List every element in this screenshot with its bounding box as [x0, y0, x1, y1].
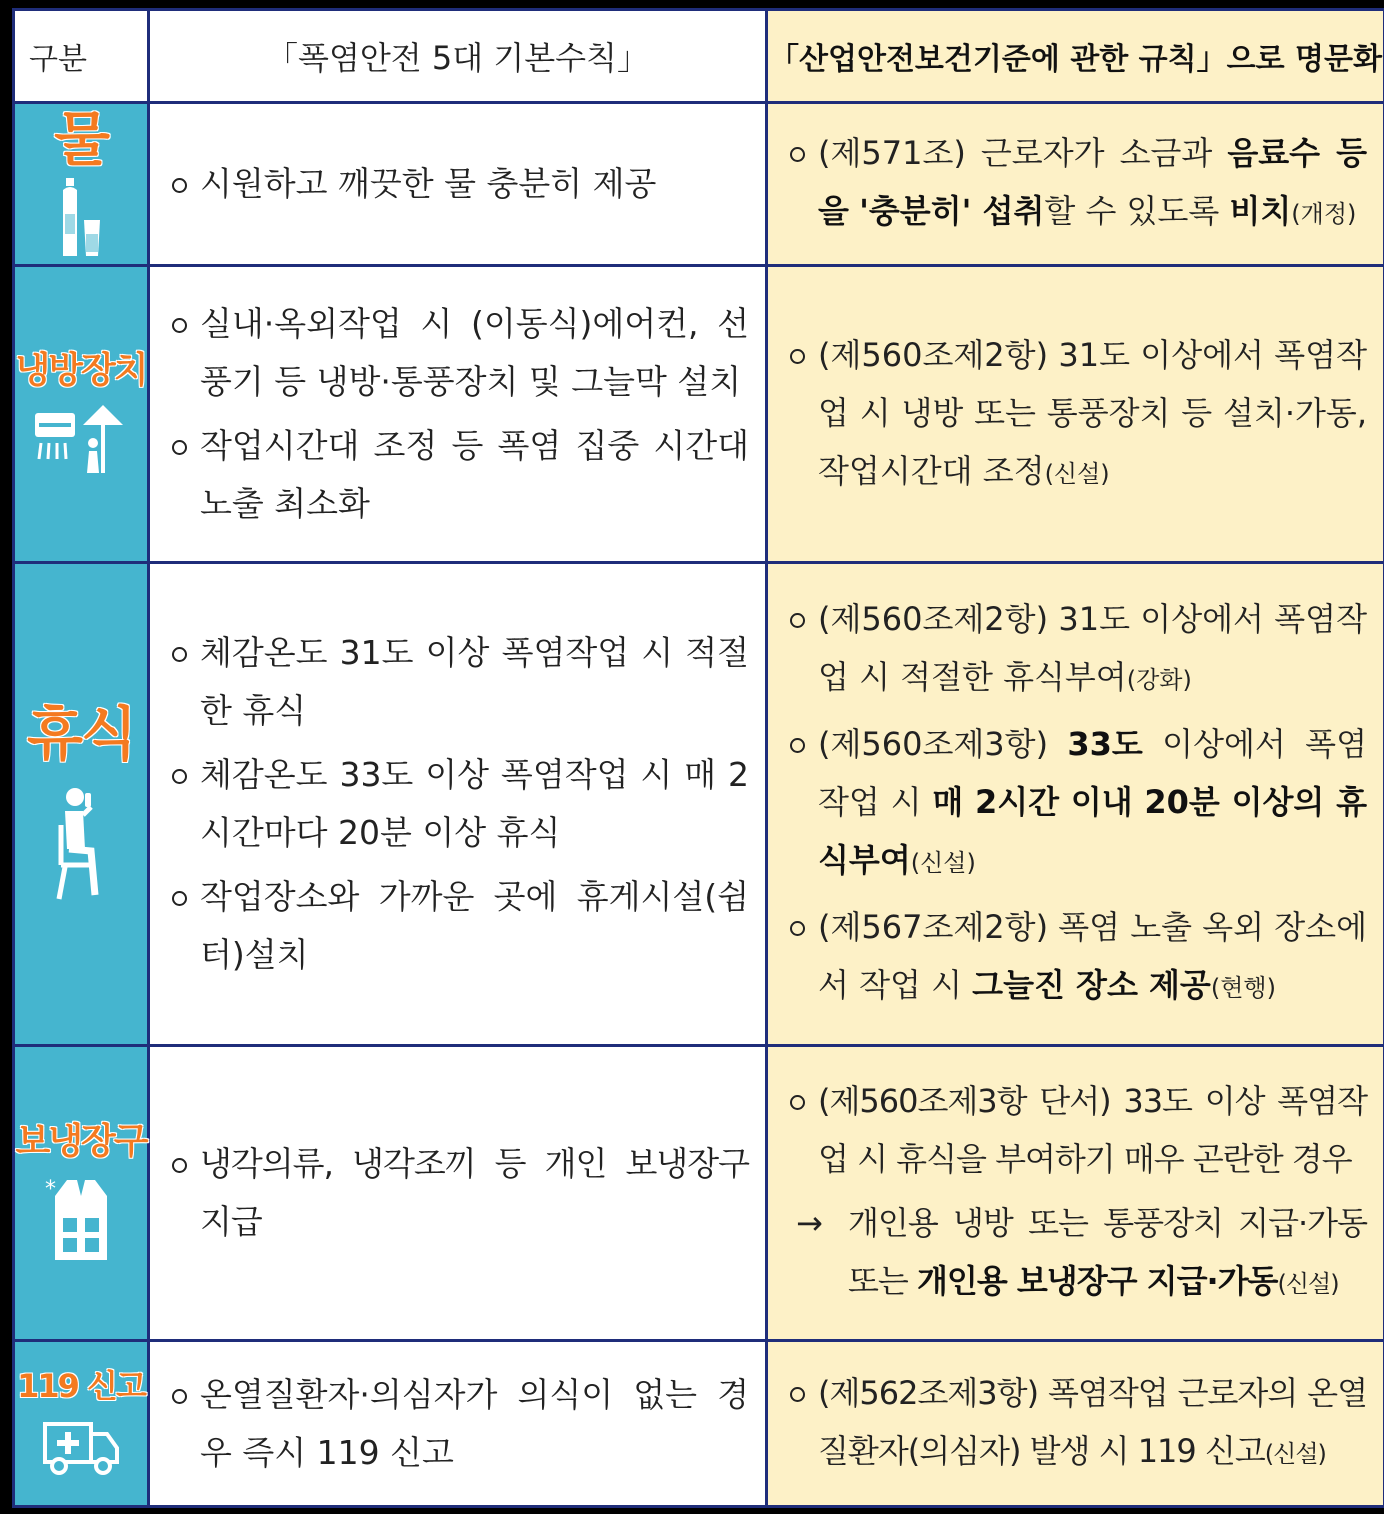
guideline-list [150, 155, 765, 213]
guideline-list [150, 295, 765, 533]
guideline-list [150, 624, 765, 984]
table-row-water [14, 103, 1384, 266]
table-row-119 [14, 1341, 1384, 1507]
list-item: 온열질환자·의심자가 의식이 없는 경우 즉시 119 신고 [172, 1366, 749, 1482]
header-guideline: 「폭염안전 5대 기본수칙」 [149, 10, 767, 103]
category-label: 물 [53, 105, 109, 173]
category-label: 119 신고 [17, 1366, 145, 1405]
regulation-list [768, 124, 1383, 243]
air-conditioner-shade-icon [33, 401, 129, 477]
list-item: (제571조) 근로자가 소금과 음료수 등을 '충분히' 섭취할 수 있도록 비치(개정) [790, 124, 1367, 243]
category-cell [14, 103, 149, 266]
table-row-rest [14, 563, 1384, 1045]
list-item: (제560조제2항) 31도 이상에서 폭염작업 시 냉방 또는 통풍장치 등 설치·가동, 작업시간대 조정(신설) [790, 326, 1367, 503]
category-label: 보냉장구 [15, 1121, 147, 1163]
table-header-row [14, 10, 1384, 103]
regulation-list [768, 1364, 1383, 1483]
water-bottle-cup-icon [58, 176, 104, 260]
ambulance-icon [39, 1414, 123, 1478]
category-cell [14, 1045, 149, 1340]
table-row-cooling [14, 265, 1384, 562]
list-item: 작업장소와 가까운 곳에 휴게시설(쉼터)설치 [172, 868, 749, 984]
guideline-cell [149, 103, 767, 266]
list-item: 시원하고 깨끗한 물 충분히 제공 [172, 155, 749, 213]
category-cell [14, 563, 149, 1045]
regulation-table-frame [12, 8, 1382, 1508]
regulation-cell [767, 1045, 1384, 1340]
list-item: 실내·옥외작업 시 (이동식)에어컨, 선풍기 등 냉방·통풍장치 및 그늘막 설치 [172, 295, 749, 411]
list-item: (제560조제3항) 33도 이상에서 폭염작업 시 매 2시간 이내 20분 이상의 휴식부여(신설) [790, 715, 1367, 892]
guideline-cell [149, 1045, 767, 1340]
regulation-cell [767, 103, 1384, 266]
regulation-cell [767, 1341, 1384, 1507]
list-item: 냉각의류, 냉각조끼 등 개인 보냉장구 지급 [172, 1135, 749, 1251]
guideline-list [150, 1366, 765, 1482]
guideline-cell [149, 563, 767, 1045]
regulation-list [768, 1072, 1383, 1313]
list-item: 체감온도 33도 이상 폭염작업 시 매 2시간마다 20분 이상 휴식 [172, 746, 749, 862]
svg-text:*: * [45, 1176, 56, 1202]
guideline-cell [149, 1341, 767, 1507]
arrow-icon: → [796, 1204, 822, 1243]
list-item: → 개인용 냉방 또는 통풍장치 지급·가동 또는 개인용 보냉장구 지급·가동(신설) [790, 1194, 1367, 1313]
list-item: (제560조제3항 단서) 33도 이상 폭염작업 시 휴식을 부여하기 매우 곤란한 경우 [790, 1072, 1367, 1188]
header-regulation: 「산업안전보건기준에 관한 규칙」으로 명문화 [767, 10, 1384, 103]
regulation-list [768, 326, 1383, 503]
regulation-cell [767, 563, 1384, 1045]
resting-person-icon [51, 785, 111, 905]
heat-safety-table [12, 8, 1384, 1508]
list-item: 체감온도 31도 이상 폭염작업 시 적절한 휴식 [172, 624, 749, 740]
table-row-cooling-gear [14, 1045, 1384, 1340]
guideline-cell [149, 265, 767, 562]
list-item: 작업시간대 조정 등 폭염 집중 시간대 노출 최소화 [172, 417, 749, 533]
category-cell [14, 265, 149, 562]
list-item: (제560조제2항) 31도 이상에서 폭염작업 시 적절한 휴식부여(강화) [790, 590, 1367, 709]
list-item: (제567조제2항) 폭염 노출 옥외 장소에서 작업 시 그늘진 장소 제공(현행) [790, 898, 1367, 1017]
category-label: 냉방장치 [15, 350, 147, 392]
regulation-list [768, 590, 1383, 1017]
header-category: 구분 [14, 10, 149, 103]
category-cell [14, 1341, 149, 1507]
category-label: 휴식 [26, 700, 136, 769]
list-item: (제562조제3항) 폭염작업 근로자의 온열질환자(의심자) 발생 시 119 신고(신설) [790, 1364, 1367, 1483]
cooling-vest-icon [41, 1174, 121, 1264]
guideline-list [150, 1135, 765, 1251]
regulation-cell [767, 265, 1384, 562]
